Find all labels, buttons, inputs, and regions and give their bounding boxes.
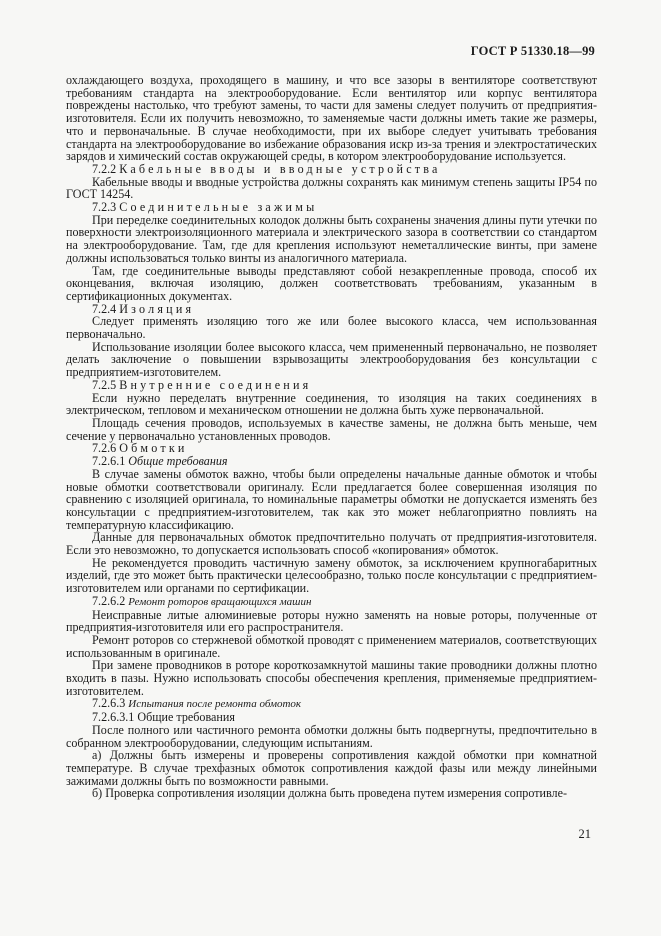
section-number: 7.2.6.1 (92, 454, 126, 469)
paragraph: охлаждающего воздуха, проходящего в машину, и что все зазоры в вентиляторе соответствуют требованиям стандарта на электрооборудование. Если вентилятор или корпус вентилятора повреждены настолько, что требуют замены, то части для замены следует получить от предприятия-изготовителя. Если их получить невозможно, то заменяемые части должны иметь такие же размеры, что и первоначальные. В случае необходимости, при их выборе следует учитывать требования стандарта на электрооборудование во избежание образования искр из-за трения и электростатических зарядов и химический состав окружающей среды, в котором электрооборудование используется. (66, 73, 597, 164)
section-number: 7.2.6.3.1 (92, 710, 135, 725)
section-number: 7.2.4 (92, 301, 117, 316)
document-body (66, 74, 597, 800)
paragraph: Ремонт роторов со стержневой обмоткой проводят с применением материалов, соответствующих использованным в оригинале. (66, 632, 597, 660)
paragraph: При замене проводников в роторе короткозамкнутой машины такие проводники должны плотно входить в пазы. Нужно использовать способы обеспечения крепления, применяемые предприятием-изготовителем. (66, 658, 597, 698)
section-title: Соединительные зажимы (119, 200, 318, 215)
paragraph: Там, где соединительные выводы представляют собой незакрепленные провода, способ их оконцевания, включая изоляцию, должен соответствовать требованиям, указанным в сертификационных документах. (66, 263, 597, 303)
paragraph: После полного или частичного ремонта обмотки должны быть подвергнуты, предпочтительно в собранном электрооборудовании, следующим испытаниям. (66, 722, 597, 750)
section-title: Обмотки (119, 441, 188, 456)
section-number: 7.2.6.2 (92, 593, 126, 608)
paragraph: Площадь сечения проводов, используемых в качестве замены, не должна быть меньше, чем сечение у первоначально установленных проводов. (66, 415, 597, 443)
section-heading-7-2-2 (66, 163, 597, 176)
paragraph: В случае замены обмоток важно, чтобы были определены начальные данные обмоток и чтобы новые обмотки соответствовали оригиналу. Если предлагается более совершенная изоляция по сравнению с изоляцией оригинала, то номинальные параметры обмотки не допускается изменять без консультации с предприятием-изготовителем, так как это может неблагоприятно повлиять на температурную классификацию. (66, 466, 597, 532)
section-title: Кабельные вводы и вводные устройства (119, 161, 441, 176)
paragraph: Использование изоляции более высокого класса, чем примененный первоначально, не позволяет делать заключение о повышении взрывозащиты электрооборудования без консультации с предприятием-изготовителем. (66, 339, 597, 380)
section-heading-7-2-6-2 (66, 595, 597, 609)
paragraph: Кабельные вводы и вводные устройства должны сохранять как минимум степень защиты IP54 по ГОСТ 14254. (66, 174, 597, 202)
document-code-header: ГОСТ Р 51330.18—99 (470, 44, 595, 58)
section-number: 7.2.2 (92, 161, 117, 176)
section-title: Изоляция (119, 301, 195, 316)
section-heading-7-2-6-3 (66, 697, 597, 711)
section-number: 7.2.6 (92, 441, 117, 456)
section-title: Общие требования (128, 454, 228, 469)
section-number: 7.2.3 (92, 200, 117, 215)
section-title: Общие требования (137, 710, 235, 725)
paragraph: Если нужно переделать внутренние соединения, то изоляция на таких соединениях в электрическом, тепловом и механическом отношении не должна быть хуже первоначальной. (66, 390, 597, 418)
section-heading-7-2-6-1 (66, 455, 597, 468)
paragraph: Неисправные литые алюминиевые роторы нужно заменять на новые роторы, полученные от предприятия-изготовителя или его распространителя. (66, 607, 597, 635)
section-heading-7-2-6-3-1 (66, 711, 597, 724)
list-item-a: а) Должны быть измерены и проверены сопротивления каждой обмотки при комнатной температуре. В случае трехфазных обмоток сопротивления каждой фазы или между линейными зажимами должны быть по возможности равными. (66, 748, 597, 788)
section-title: Внутренние соединения (119, 377, 312, 392)
list-item-b: б) Проверка сопротивления изоляции должна быть проведена путем измерения сопротивле- (92, 786, 567, 801)
paragraph: Данные для первоначальных обмоток предпочтительно получать от предприятия-изготовителя. Если это невозможно, то допускается использовать способ «копирования» обмоток. (66, 530, 597, 558)
section-number: 7.2.6.3 (92, 696, 126, 711)
paragraph: При переделке соединительных колодок должны быть сохранены значения длины пути утечки по поверхности электроизоляционного материала и электрического зазора в соответствии со стандартом на электрооборудование. Там, где для крепления используют неметаллические винты, при замене должны использоваться только винты из аналогичного материала. (66, 212, 597, 265)
paragraph: Следует применять изоляцию того же или более высокого класса, чем использованная первоначально. (66, 314, 597, 342)
section-number: 7.2.5 (92, 377, 117, 392)
section-heading-7-2-5 (66, 379, 597, 392)
section-title: Ремонт роторов вращающихся машин (128, 595, 312, 608)
section-heading-7-2-3 (66, 201, 597, 214)
page-number: 21 (578, 827, 591, 841)
paragraph: Не рекомендуется проводить частичную замену обмоток, за исключением крупногабаритных изделий, где это может быть практически целесообразно, только после консультации с предприятием-изготовителем или органами по сертификации. (66, 555, 597, 596)
section-title: Испытания после ремонта обмоток (128, 698, 302, 711)
